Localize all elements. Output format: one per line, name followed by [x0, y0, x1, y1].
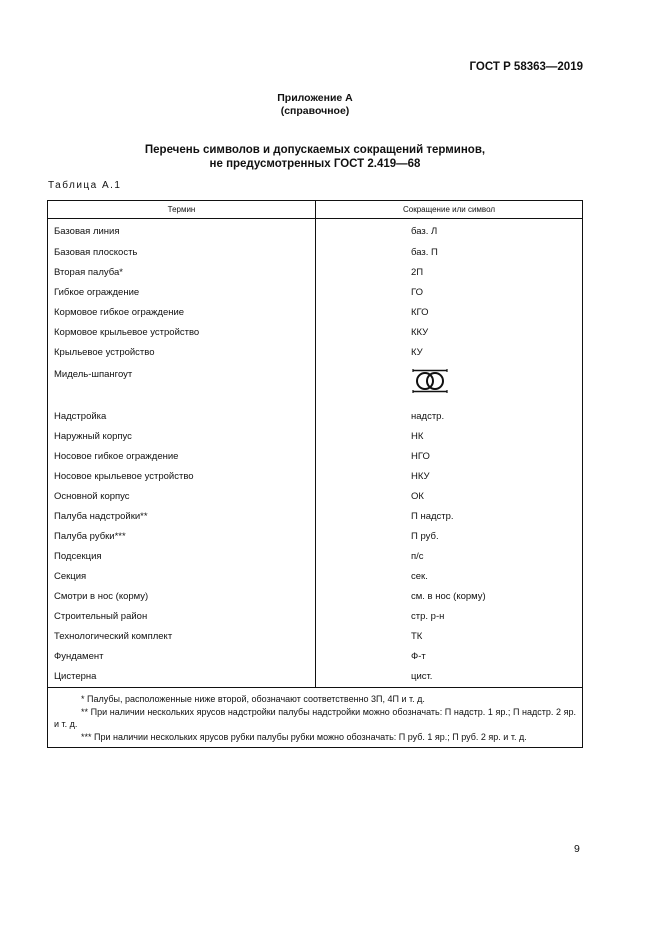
term-cell: Палуба рубки*** — [48, 526, 316, 546]
term-cell: Строительный район — [48, 606, 316, 626]
term-cell: Кормовое крыльевое устройство — [48, 322, 316, 342]
table-notes-row — [48, 688, 583, 748]
footnote: ** При наличии нескольких ярусов надстройки палубы надстройки можно обозначать: П надстр. 1 яр.; П надстр. 2 яр. и т. д. — [54, 706, 576, 729]
term-cell: Носовое крыльевое устройство — [48, 466, 316, 486]
table-row — [48, 406, 583, 426]
title-line-2: не предусмотренных ГОСТ 2.419—68 — [209, 158, 421, 170]
abbr-cell: КГО — [316, 302, 583, 322]
annex-label: Приложение А — [277, 92, 353, 104]
table-row — [48, 546, 583, 566]
table-row — [48, 342, 583, 362]
table-row — [48, 566, 583, 586]
term-cell: Секция — [48, 566, 316, 586]
document-code: ГОСТ Р 58363—2019 — [469, 61, 583, 73]
table-row — [48, 219, 583, 243]
table-row — [48, 486, 583, 506]
abbreviations-table — [47, 200, 583, 748]
term-cell: Кормовое гибкое ограждение — [48, 302, 316, 322]
table-row — [48, 262, 583, 282]
term-cell: Наружный корпус — [48, 426, 316, 446]
table-row — [48, 586, 583, 606]
footnote: * Палубы, расположенные ниже второй, обозначают соответственно 3П, 4П и т. д. — [81, 694, 425, 704]
table-row — [48, 606, 583, 626]
abbr-cell: надстр. — [316, 406, 583, 426]
title-line-1: Перечень символов и допускаемых сокращений терминов, — [144, 144, 486, 156]
abbr-cell: п/с — [316, 546, 583, 566]
table-notes — [48, 688, 583, 748]
abbr-cell: ККУ — [316, 322, 583, 342]
table-row — [48, 666, 583, 688]
abbr-cell: 2П — [316, 262, 583, 282]
term-cell: Базовая линия — [48, 219, 316, 243]
abbr-cell: НГО — [316, 446, 583, 466]
abbr-cell: стр. р-н — [316, 606, 583, 626]
midship-frame-symbol-icon — [411, 368, 449, 394]
abbr-cell — [316, 362, 583, 406]
abbr-cell: ОК — [316, 486, 583, 506]
term-cell: Технологический комплект — [48, 626, 316, 646]
term-cell: Цистерна — [48, 666, 316, 688]
abbr-cell: сек. — [316, 566, 583, 586]
table-row — [48, 526, 583, 546]
table-caption: Таблица А.1 — [48, 180, 122, 191]
abbr-cell: баз. П — [316, 242, 583, 262]
table-row — [48, 466, 583, 486]
abbr-cell: КУ — [316, 342, 583, 362]
term-cell: Носовое гибкое ограждение — [48, 446, 316, 466]
term-cell: Гибкое ограждение — [48, 282, 316, 302]
term-cell: Базовая плоскость — [48, 242, 316, 262]
table-header-row — [48, 201, 583, 219]
table-row — [48, 242, 583, 262]
abbr-cell: НК — [316, 426, 583, 446]
term-cell: Крыльевое устройство — [48, 342, 316, 362]
footnote: *** При наличии нескольких ярусов рубки палубы рубки можно обозначать: П руб. 1 яр.; П руб. 2 яр. и т. д. — [81, 731, 527, 742]
term-cell: Фундамент — [48, 646, 316, 666]
table-row — [48, 302, 583, 322]
term-cell: Подсекция — [48, 546, 316, 566]
annex-heading — [0, 92, 630, 118]
table-row — [48, 506, 583, 526]
abbr-cell: баз. Л — [316, 219, 583, 243]
abbr-cell: Ф-т — [316, 646, 583, 666]
table-row — [48, 626, 583, 646]
table-row — [48, 446, 583, 466]
term-cell: Основной корпус — [48, 486, 316, 506]
table-row — [48, 362, 583, 406]
abbr-cell: П надстр. — [316, 506, 583, 526]
term-cell: Мидель-шпангоут — [48, 362, 316, 406]
page-number: 9 — [574, 843, 580, 855]
term-cell: Вторая палуба* — [48, 262, 316, 282]
abbr-cell: НКУ — [316, 466, 583, 486]
table-row — [48, 646, 583, 666]
table-row — [48, 282, 583, 302]
abbr-cell: см. в нос (корму) — [316, 586, 583, 606]
table-row — [48, 322, 583, 342]
column-header-abbr: Сокращение или символ — [316, 201, 583, 219]
abbr-cell: цист. — [316, 666, 583, 688]
abbr-cell: ГО — [316, 282, 583, 302]
term-cell: Надстройка — [48, 406, 316, 426]
term-cell: Палуба надстройки** — [48, 506, 316, 526]
column-header-term: Термин — [48, 201, 316, 219]
page-title — [0, 143, 630, 171]
abbr-cell: П руб. — [316, 526, 583, 546]
annex-type: (справочное) — [280, 105, 350, 117]
term-cell: Смотри в нос (корму) — [48, 586, 316, 606]
abbr-cell: ТК — [316, 626, 583, 646]
table-row — [48, 426, 583, 446]
